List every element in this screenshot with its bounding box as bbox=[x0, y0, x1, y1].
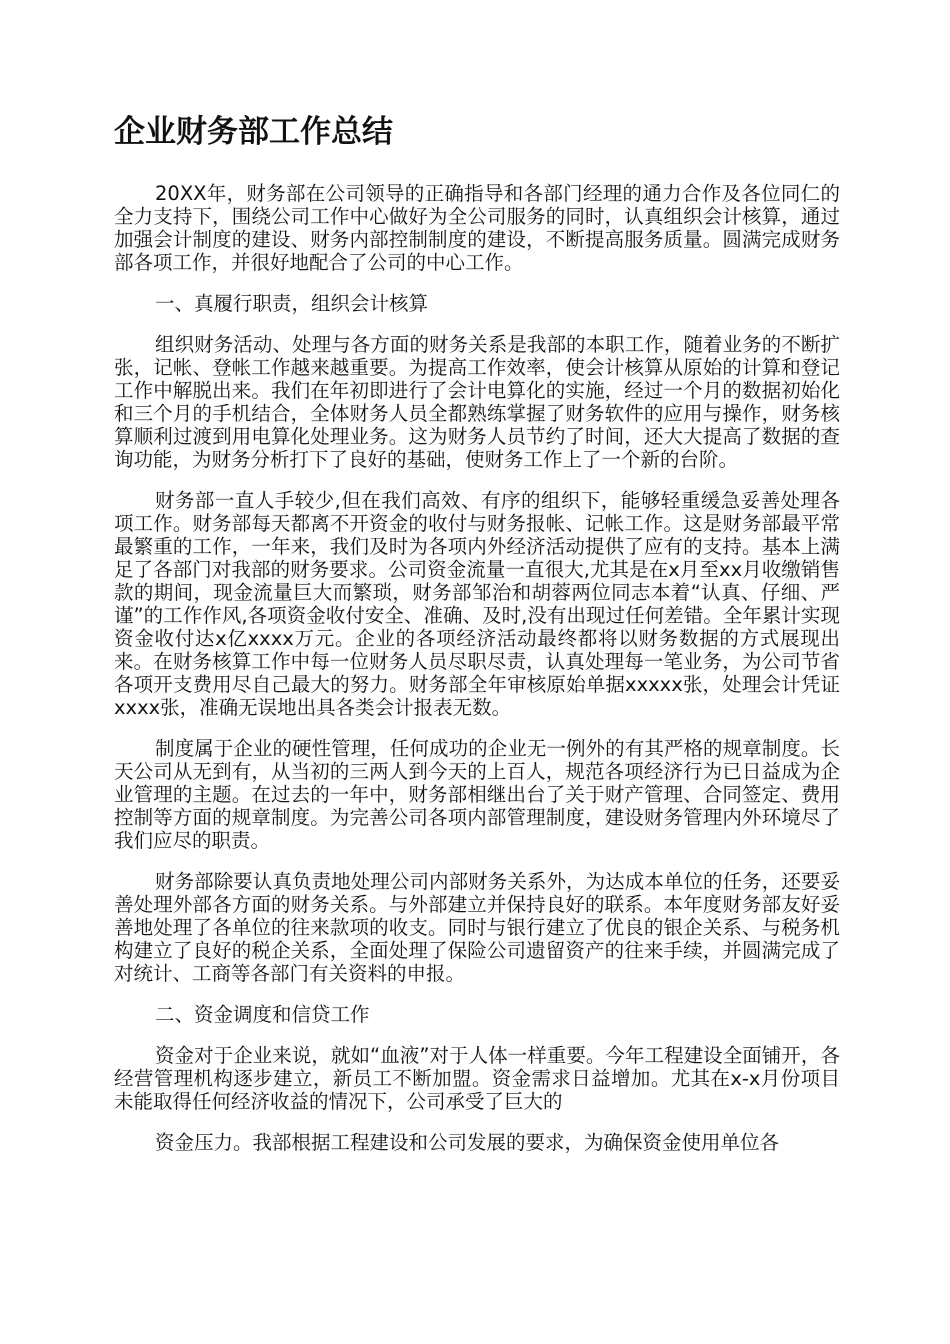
document-body bbox=[114, 182, 840, 1172]
section-heading-2: 二、资金调度和信贷工作 bbox=[155, 1003, 370, 1026]
paragraph-fund-handling: 财务部一直人手较少,但在我们高效、有序的组织下，能够轻重缓急妥善处理各项工作。财务部每天都离不开资金的收付与财务报帐、记帐工作。这是财务部最平常最繁重的工作，一年来，我们及时为各项内外经济活动提供了应有的支持。基本上满足了各部门对我部的财务要求。公司资金流量一直很大,尤其是在x月至xx月收缴销售款的期间，现金流量巨大而繁琐，财务部邹治和胡蓉两位同志本着“认真、仔细、严谨”的工作作风,各项资金收付安全、准确、及时,没有出现过任何差错。全年累计实现资金收付达x亿xxxx万元。企业的各项经济活动最终都将以财务数据的方式展现出来。在财务核算工作中每一位财务人员尽职尽责，认真处理每一笔业务，为公司节省各项开支费用尽自己最大的努力。财务部全年审核原始单据xxxxx张，处理会计凭证xxxx张，准确无误地出具各类会计报表无数。 bbox=[114, 489, 840, 719]
paragraph-external-relations: 财务部除要认真负责地处理公司内部财务关系外，为达成本单位的任务，还要妥善处理外部各方面的财务关系。与外部建立并保持良好的联系。本年度财务部友好妥善地处理了各单位的往来款项的收支。同时与银行建立了优良的银企关系、与税务机构建立了良好的税企关系，全面处理了保险公司遗留资产的往来手续，并圆满完成了对统计、工商等各部门有关资料的申报。 bbox=[114, 870, 840, 985]
paragraph-intro: 20XX年，财务部在公司领导的正确指导和各部门经理的通力合作及各位同仁的全力支持下，围绕公司工作中心做好为全公司服务的同时，认真组织会计核算，通过加强会计制度的建设、财务内部控制制度的建设，不断提高服务质量。圆满完成财务部各项工作，并很好地配合了公司的中心工作。 bbox=[114, 182, 840, 274]
paragraph-regulations: 制度属于企业的硬性管理，任何成功的企业无一例外的有其严格的规章制度。长天公司从无到有，从当初的三两人到今天的上百人，规范各项经济行为已日益成为企业管理的主题。在过去的一年中，财务部相继出台了关于财产管理、合同签定、费用控制等方面的规章制度。为完善公司各项内部管理制度，建设财务管理内外环境尽了我们应尽的职责。 bbox=[114, 737, 840, 852]
paragraph-capital: 资金对于企业来说，就如“血液”对于人体一样重要。今年工程建设全面铺开，各经营管理机构逐步建立，新员工不断加盟。资金需求日益增加。尤其在x-x月份项目未能取得任何经济收益的情况下，公司承受了巨大的 bbox=[114, 1044, 840, 1113]
section-heading-1: 一、真履行职责，组织会计核算 bbox=[155, 292, 429, 315]
document-title: 企业财务部工作总结 bbox=[114, 114, 393, 150]
paragraph-accounting: 组织财务活动、处理与各方面的财务关系是我部的本职工作，随着业务的不断扩张，记帐、登帐工作越来越重要。为提高工作效率，使会计核算从原始的计算和登记工作中解脱出来。我们在年初即进行了会计电算化的实施，经过一个月的数据初始化和三个月的手机结合，全体财务人员全都熟练掌握了财务软件的应用与操作，财务核算顺利过渡到用电算化处理业务。这为财务人员节约了时间，还大大提高了数据的查询功能，为财务分析打下了良好的基础，使财务工作上了一个新的台阶。 bbox=[114, 333, 840, 471]
paragraph-capital-pressure: 资金压力。我部根据工程建设和公司发展的要求，为确保资金使用单位各 bbox=[155, 1131, 780, 1154]
